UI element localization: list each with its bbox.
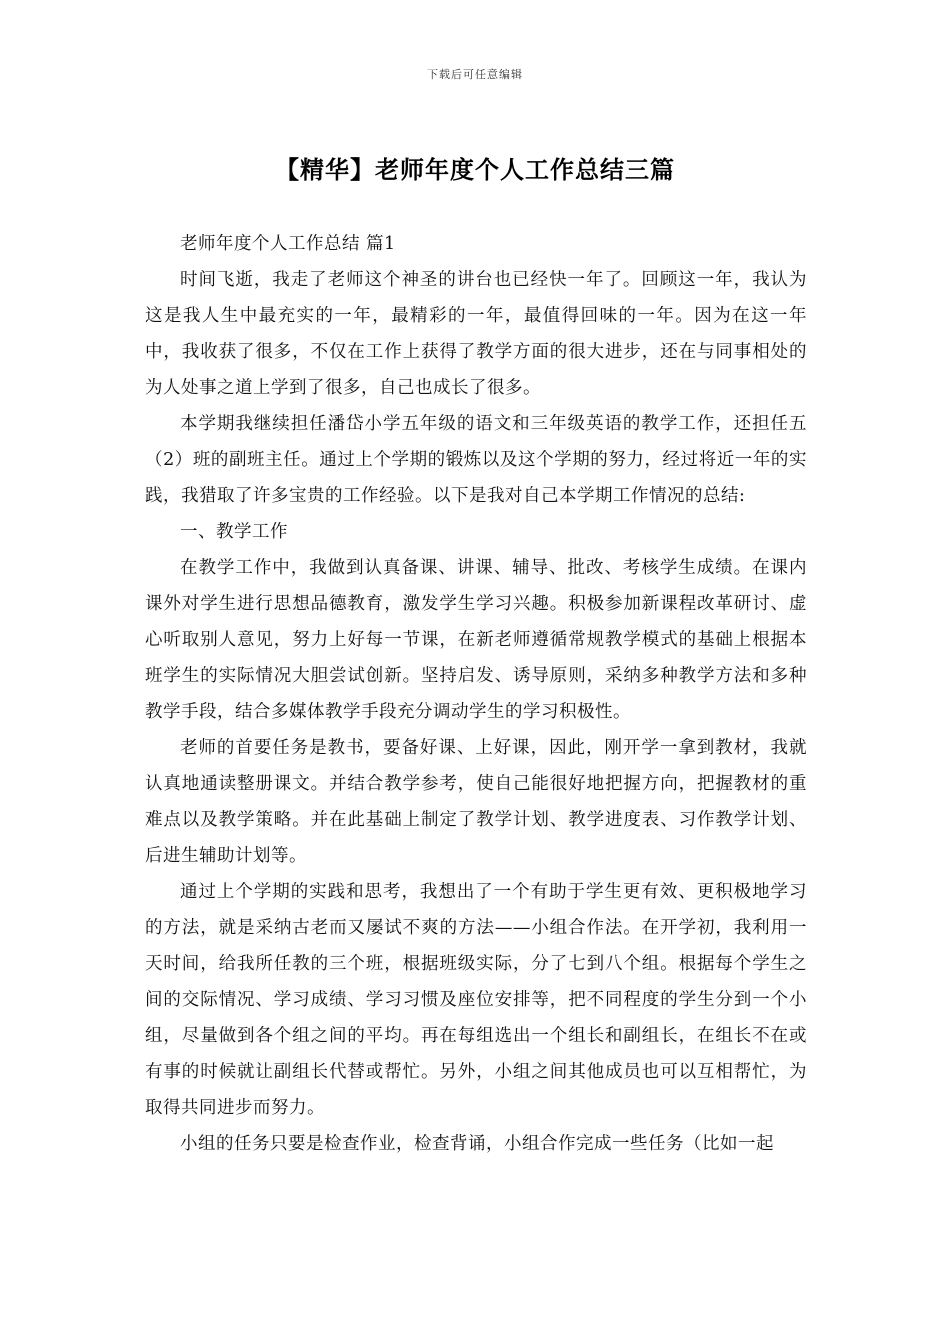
paragraph: 在教学工作中，我做到认真备课、讲课、辅导、批改、考核学生成绩。在课内课外对学生进行思想品德教育，激发学生学习兴趣。积极参加新课程改革研讨、虚心听取别人意见，努力上好每一节课，在新老师遵循常规教学模式的基础上根据本班学生的实际情况大胆尝试创新。坚持启发、诱导原则，采纳多种教学方法和多种教学手段，结合多媒体教学手段充分调动学生的学习积极性。 xyxy=(145,558,807,722)
paragraph: 小组的任务只要是检查作业，检查背诵，小组合作完成一些任务（比如一起 xyxy=(180,1134,774,1154)
header-note: 下载后可任意编辑 xyxy=(427,68,523,81)
paragraph: 老师的首要任务是教书，要备好课、上好课，因此，刚开学一拿到教材，我就认真地通读整册课文。并结合教学参考，使自己能很好地把握方向，把握教材的重难点以及教学策略。并在此基础上制定了教学计划、教学进度表、习作教学计划、后进生辅助计划等。 xyxy=(145,738,807,866)
document-body xyxy=(145,226,807,1162)
section-heading: 一、教学工作 xyxy=(180,522,288,542)
section-heading: 老师年度个人工作总结 篇1 xyxy=(180,234,396,254)
document-title: 【精华】老师年度个人工作总结三篇 xyxy=(275,155,675,184)
paragraph: 时间飞逝，我走了老师这个神圣的讲台也已经快一年了。回顾这一年，我认为这是我人生中最充实的一年，最精彩的一年，最值得回味的一年。因为在这一年中，我收获了很多，不仅在工作上获得了教学方面的很大进步，还在与同事相处的为人处事之道上学到了很多，自己也成长了很多。 xyxy=(145,270,807,398)
paragraph: 通过上个学期的实践和思考，我想出了一个有助于学生更有效、更积极地学习的方法，就是采纳古老而又屡试不爽的方法——小组合作法。在开学初，我利用一天时间，给我所任教的三个班，根据班级实际，分了七到八个组。根据每个学生之间的交际情况、学习成绩、学习习惯及座位安排等，把不同程度的学生分到一个小组，尽量做到各个组之间的平均。再在每组选出一个组长和副组长，在组长不在或有事的时候就让副组长代替或帮忙。另外，小组之间其他成员也可以互相帮忙，为取得共同进步而努力。 xyxy=(145,882,807,1118)
paragraph: 本学期我继续担任潘岱小学五年级的语文和三年级英语的教学工作，还担任五（2）班的副班主任。通过上个学期的锻炼以及这个学期的努力，经过将近一年的实践，我猎取了许多宝贵的工作经验。以下是我对自己本学期工作情况的总结: xyxy=(145,414,807,506)
